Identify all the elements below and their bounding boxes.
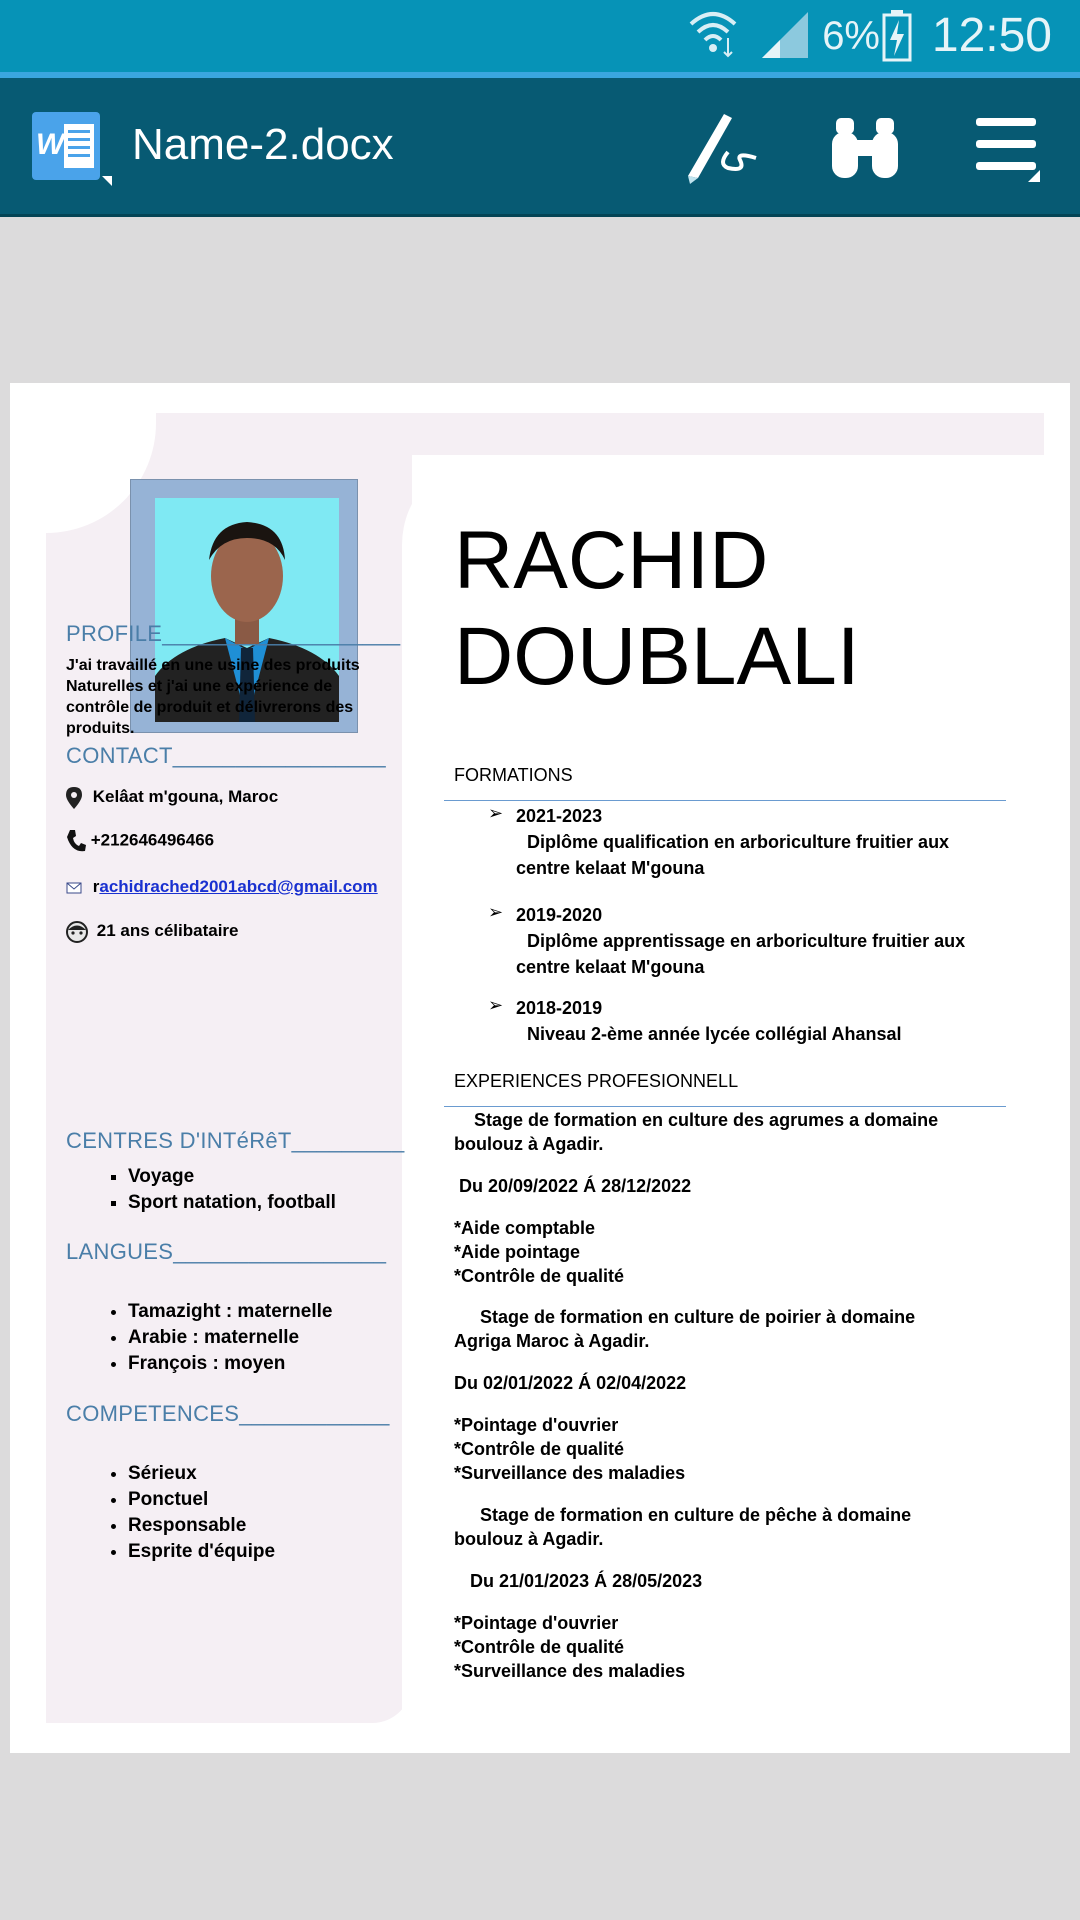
experiences-title: EXPERIENCES PROFESIONNELL (454, 1071, 739, 1091)
address-text: Kelâat m'gouna, Maroc (92, 787, 279, 807)
arrow-bullet-icon: ➢ (488, 902, 504, 922)
skill-item: • Sérieux (128, 1461, 406, 1487)
age-status-text: 21 ans célibataire (96, 921, 239, 941)
interest-item: ▪ Voyage (128, 1164, 406, 1190)
battery-percent: 6% (822, 14, 880, 58)
name-first: RACHID (454, 515, 769, 606)
email-row[interactable] (66, 877, 378, 897)
interests-section (66, 1128, 406, 1216)
experience-task: *Contrôle de qualité (454, 1439, 625, 1459)
interests-title: CENTRES D'INTéRêT_________ (66, 1128, 405, 1153)
phone-icon (66, 829, 86, 853)
formation-years: 2019-2020 (516, 905, 603, 925)
phone-row (66, 829, 214, 853)
header-band (156, 413, 1044, 455)
profile-section (66, 621, 406, 739)
profile-text: J'ai travaillé en une usine des produits Naturelles et j'ai une expérience de contrôle de produit et délivrerons des produits. (66, 657, 360, 737)
skill-item: • Esprite d'équipe (128, 1539, 406, 1565)
languages-list (66, 1299, 406, 1377)
language-item: • Arabie : maternelle (128, 1325, 406, 1351)
experience-intro-line2: Agriga Maroc à Agadir. (454, 1331, 650, 1351)
experience-dates: Du 20/09/2022 Á 28/12/2022 (459, 1176, 692, 1196)
formation-item (516, 803, 949, 881)
formation-line2: centre kelaat M'gouna (516, 957, 705, 977)
experience-task: *Surveillance des maladies (454, 1661, 686, 1681)
phone-text: +212646496466 (90, 830, 215, 850)
interests-list (66, 1164, 406, 1216)
experience-item (454, 1503, 1014, 1683)
formation-years: 2021-2023 (516, 806, 603, 826)
skill-item: • Ponctuel (128, 1487, 406, 1513)
experience-task: *Contrôle de qualité (454, 1266, 625, 1286)
address-row (66, 787, 278, 809)
experience-task: *Pointage d'ouvrier (454, 1415, 619, 1435)
skills-title: COMPETENCES____________ (66, 1401, 390, 1426)
formation-item (516, 995, 902, 1047)
formation-line1: Niveau 2-ème année lycée collégial Ahansal (527, 1024, 902, 1044)
experience-item (454, 1108, 1014, 1288)
formations-divider (444, 800, 1006, 801)
formations-title: FORMATIONS (454, 765, 573, 785)
languages-title: LANGUES_________________ (66, 1239, 387, 1264)
document-page[interactable] (10, 383, 1070, 1753)
email-icon (66, 881, 82, 895)
formation-line2: centre kelaat M'gouna (516, 858, 705, 878)
status-bar (0, 0, 1080, 72)
contact-title: CONTACT_________________ (66, 743, 386, 768)
experience-dates: Du 02/01/2022 Á 02/04/2022 (454, 1373, 687, 1393)
battery-charging-icon (882, 10, 912, 62)
name-last: DOUBLALI (454, 611, 860, 702)
formation-line1: Diplôme qualification en arboriculture fruitier aux (527, 832, 950, 852)
formation-years: 2018-2019 (516, 998, 603, 1018)
language-item: • Tamazight : maternelle (128, 1299, 406, 1325)
experience-task: *Aide comptable (454, 1218, 596, 1238)
experience-intro-line2: boulouz à Agadir. (454, 1529, 604, 1549)
svg-text:W: W (36, 128, 65, 161)
skill-item: • Responsable (128, 1513, 406, 1539)
candidate-name (454, 513, 860, 705)
arrow-bullet-icon: ➢ (488, 803, 504, 823)
experience-task: *Pointage d'ouvrier (454, 1613, 619, 1633)
experience-dates: Du 21/01/2023 Á 28/05/2023 (470, 1571, 703, 1591)
skills-section (66, 1401, 406, 1565)
document-title: Name-2.docx (132, 120, 394, 169)
experience-task: *Contrôle de qualité (454, 1637, 625, 1657)
email-link[interactable]: achidrached2001abcd@gmail.com (99, 877, 378, 896)
experiences-divider (444, 1106, 1006, 1107)
experience-intro-line2: boulouz à Agadir. (454, 1134, 604, 1154)
app-toolbar (0, 78, 1080, 217)
contact-section (66, 743, 406, 769)
face-icon (66, 921, 88, 943)
arrow-bullet-icon: ➢ (488, 995, 504, 1015)
menu-icon[interactable] (972, 114, 1042, 184)
experience-task: *Aide pointage (454, 1242, 581, 1262)
experience-intro-line1: Stage de formation en culture de poirier à domaine (480, 1307, 916, 1327)
experience-task: *Surveillance des maladies (454, 1463, 686, 1483)
clock: 12:50 (931, 9, 1052, 62)
languages-section (66, 1239, 406, 1377)
profile-title: PROFILE___________________ (66, 621, 401, 646)
experience-intro-line1: Stage de formation en culture des agrumes a domaine (474, 1110, 939, 1130)
experience-intro-line1: Stage de formation en culture de pêche à domaine (480, 1505, 912, 1525)
language-item: • François : moyen (128, 1351, 406, 1377)
experience-item (454, 1305, 1014, 1485)
word-document-icon[interactable] (30, 110, 114, 188)
location-pin-icon (66, 787, 82, 809)
email-prefix: r (92, 877, 100, 896)
wifi-icon (688, 8, 738, 58)
pen-edit-icon[interactable] (684, 106, 764, 186)
skills-list (66, 1461, 406, 1565)
binoculars-search-icon[interactable] (830, 112, 900, 182)
age-row (66, 921, 239, 943)
signal-icon (760, 10, 810, 60)
interest-item: ▪ Sport natation, football (128, 1190, 406, 1216)
formation-item (516, 902, 965, 980)
formation-line1: Diplôme apprentissage en arboriculture fruitier aux (527, 931, 966, 951)
